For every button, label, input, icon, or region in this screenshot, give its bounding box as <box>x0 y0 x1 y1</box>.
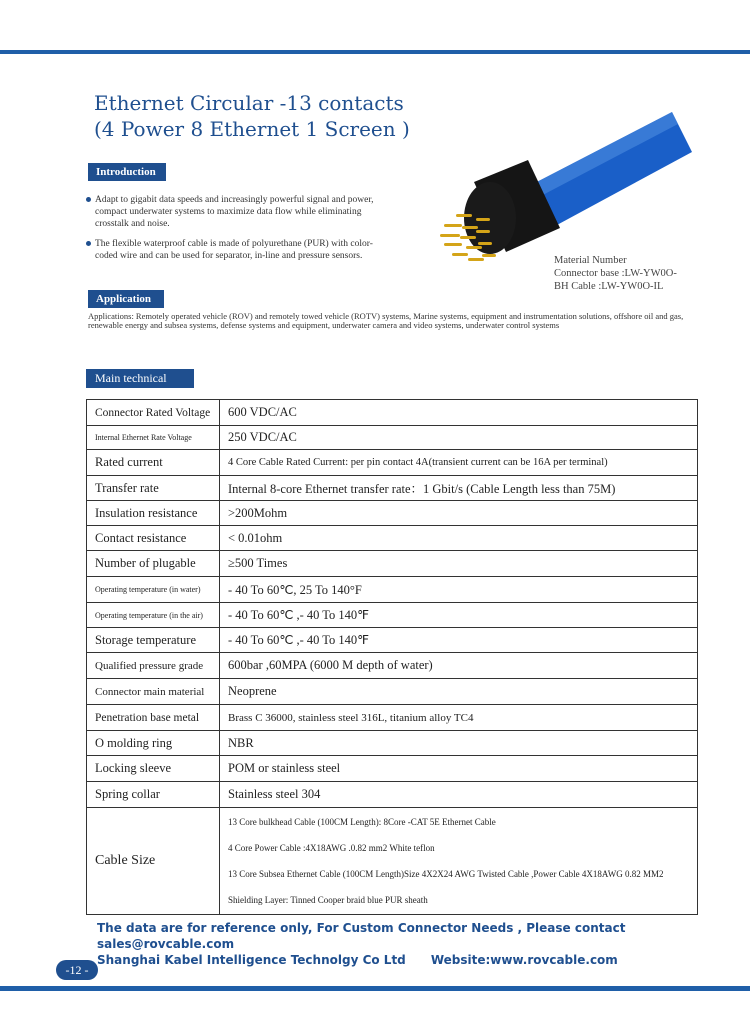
spec-key: Transfer rate <box>87 476 220 501</box>
spec-value: Brass C 36000, stainless steel 316L, titanium alloy TC4 <box>220 705 698 731</box>
table-row <box>87 400 698 426</box>
spec-key: Spring collar <box>87 782 220 808</box>
bottom-divider <box>0 986 750 991</box>
table-row <box>87 705 698 731</box>
spec-value: Stainless steel 304 <box>220 782 698 808</box>
table-row <box>87 782 698 808</box>
page-title <box>94 90 410 142</box>
spec-key: Connector Rated Voltage <box>87 400 220 426</box>
spec-key: Contact resistance <box>87 526 220 551</box>
spec-key: Locking sleeve <box>87 756 220 782</box>
table-row <box>87 501 698 526</box>
spec-value: - 40 To 60℃ ,- 40 To 140℉ <box>220 603 698 628</box>
spec-key: Cable Size <box>87 808 220 915</box>
table-row <box>87 577 698 603</box>
spec-value: Neoprene <box>220 679 698 705</box>
table-row <box>87 476 698 501</box>
application-label: Application <box>88 290 164 308</box>
cable-size-value <box>220 808 698 915</box>
table-row <box>87 653 698 679</box>
spec-value: - 40 To 60℃ ,- 40 To 140℉ <box>220 628 698 653</box>
bullet-icon <box>86 197 91 202</box>
spec-key: Connector main material <box>87 679 220 705</box>
table-row <box>87 426 698 450</box>
spec-key: Operating temperature (in water) <box>87 577 220 603</box>
spec-value: < 0.01ohm <box>220 526 698 551</box>
spec-key: Penetration base metal <box>87 705 220 731</box>
footer-contact <box>97 920 750 968</box>
spec-value: - 40 To 60℃, 25 To 140°F <box>220 577 698 603</box>
table-row <box>87 628 698 653</box>
table-row <box>87 603 698 628</box>
spec-value: Internal 8-core Ethernet transfer rate：1 Gbit/s (Cable Length less than 75M) <box>220 476 698 501</box>
spec-table <box>86 399 698 915</box>
spec-key: Storage temperature <box>87 628 220 653</box>
spec-key: Rated current <box>87 450 220 476</box>
table-row <box>87 808 698 915</box>
page-number-badge: -12 - <box>56 960 98 980</box>
top-divider <box>0 50 750 54</box>
introduction-label: Introduction <box>88 163 166 181</box>
material-heading: Material Number <box>554 255 627 266</box>
spec-key: Internal Ethernet Rate Voltage <box>87 426 220 450</box>
cable-size-line: Shielding Layer: Tinned Cooper braid blue PUR sheath <box>228 895 428 905</box>
table-row <box>87 450 698 476</box>
applications-text: Applications: Remotely operated vehicle (ROV) and remotely towed vehicle (ROTV) systems, Marine systems, equipment and instrumentation solutions, offshore oil and gas, renewable energy and subsea systems, defense systems and equipment, underwater camera and video systems, underwater control systems <box>88 311 684 330</box>
material-connector-base: Connector base :LW-YW0O- <box>554 268 677 279</box>
material-number <box>554 254 677 293</box>
table-row <box>87 679 698 705</box>
spec-value: POM or stainless steel <box>220 756 698 782</box>
table-row <box>87 731 698 756</box>
spec-value: 4 Core Cable Rated Current: per pin contact 4A(transient current can be 16A per terminal) <box>220 450 698 476</box>
cable-size-line: 4 Core Power Cable :4X18AWG .0.82 mm2 White teflon <box>228 843 435 853</box>
material-bh-cable: BH Cable :LW-YW0O-IL <box>554 281 664 292</box>
table-row <box>87 551 698 577</box>
intro-bullet-2: The flexible waterproof cable is made of polyurethane (PUR) with color-coded wire and can be used for separator, in-line and pressure sensors. <box>86 238 395 262</box>
spec-key: Qualified pressure grade <box>87 653 220 679</box>
spec-value: 600 VDC/AC <box>220 400 698 426</box>
intro-bullet-1: Adapt to gigabit data speeds and increasingly powerful signal and power, compact underwater systems to maximize data flow while eliminating crosstalk and noise. <box>86 194 395 230</box>
cable-size-line: 13 Core bulkhead Cable (100CM Length): 8Core -CAT 5E Ethernet Cable <box>228 817 496 827</box>
spec-key: Operating temperature (in the air) <box>87 603 220 628</box>
spec-value: NBR <box>220 731 698 756</box>
spec-key: O molding ring <box>87 731 220 756</box>
spec-value: 250 VDC/AC <box>220 426 698 450</box>
table-row <box>87 526 698 551</box>
footer-line-1: The data are for reference only, For Custom Connector Needs , Please contact sales@rovcable.com <box>97 921 626 951</box>
cable-size-line: 13 Core Subsea Ethernet Cable (100CM Length)Size 4X2X24 AWG Twisted Cable ,Power Cable 4X18AWG 0.82 MM2 <box>228 869 664 879</box>
spec-value: 600bar ,60MPA (6000 M depth of water) <box>220 653 698 679</box>
spec-key: Insulation resistance <box>87 501 220 526</box>
spec-value: >200Mohm <box>220 501 698 526</box>
footer-line-2: Shanghai Kabel Intelligence Technolgy Co Ltd Website:www.rovcable.com <box>97 953 618 967</box>
main-technical-label: Main technical <box>86 369 194 388</box>
spec-key: Number of plugable <box>87 551 220 577</box>
title-line-1: Ethernet Circular -13 contacts <box>94 91 404 115</box>
table-row <box>87 756 698 782</box>
spec-value: ≥500 Times <box>220 551 698 577</box>
title-line-2: (4 Power 8 Ethernet 1 Screen ) <box>94 117 410 141</box>
bullet-icon <box>86 241 91 246</box>
